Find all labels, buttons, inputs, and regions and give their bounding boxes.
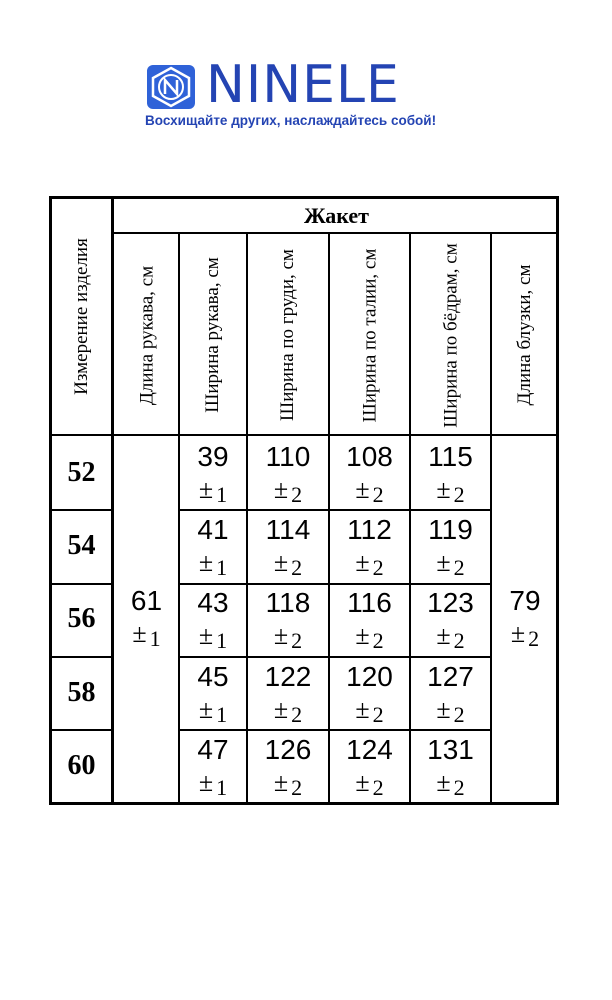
plus-minus-sign: ± [436, 621, 451, 651]
waist-width-tolerance [329, 694, 410, 727]
plus-minus-sign: ± [273, 621, 289, 651]
plus-minus-sign: ± [436, 767, 451, 797]
size-label: 58 [67, 676, 96, 708]
grid-line [111, 199, 114, 802]
tolerance-value: 2 [291, 774, 303, 800]
grid-line [179, 729, 491, 731]
tolerance-value: 2 [291, 554, 303, 580]
sleeve-width-tolerance [179, 474, 247, 507]
sleeve-width-tolerance [179, 767, 247, 800]
waist-width-tolerance [329, 767, 410, 800]
waist-width-value: 116 [347, 587, 392, 619]
waist-width-value: 124 [346, 733, 393, 765]
grid-line [179, 583, 491, 585]
plus-minus-sign: ± [355, 694, 370, 724]
plus-minus-sign: ± [436, 694, 451, 724]
sleeve-length-value: 61 [130, 585, 163, 616]
tolerance-value: 2 [372, 481, 384, 507]
sleeve-width-value: 47 [197, 733, 229, 765]
waist-width-tolerance [329, 547, 410, 580]
tolerance-value: 2 [453, 481, 465, 507]
plus-minus-sign: ± [436, 547, 451, 577]
tolerance-value: 1 [216, 481, 228, 507]
plus-minus-sign: ± [355, 767, 370, 797]
sleeve-width-value: 43 [197, 587, 229, 619]
plus-minus-sign: ± [198, 474, 214, 504]
tolerance-value: 1 [216, 628, 228, 654]
row-header-label: Измерение изделия [70, 238, 92, 395]
plus-minus-sign: ± [273, 694, 289, 724]
blouse-length-tolerance [491, 619, 559, 651]
sleeve-width-tolerance [179, 547, 247, 580]
chest-width-value: 122 [264, 660, 312, 692]
hip-width-value: 127 [427, 660, 474, 692]
tolerance-value: 2 [372, 554, 384, 580]
plus-minus-sign: ± [273, 547, 289, 577]
size-label: 60 [67, 749, 96, 781]
hip-width-value: 119 [428, 513, 473, 545]
header-waist-width: Ширина по талии, см [358, 248, 380, 422]
sleeve-width-value: 39 [197, 440, 229, 472]
tolerance-value: 2 [453, 628, 465, 654]
sleeve-width-tolerance [179, 694, 247, 727]
size-label: 56 [67, 603, 96, 635]
header-sleeve-length: Длина рукава, см [135, 265, 157, 405]
plus-minus-sign: ± [198, 694, 214, 724]
waist-width-value: 120 [346, 660, 393, 692]
brand-header [0, 55, 612, 135]
header-blouse-length: Длина блузки, см [514, 264, 535, 406]
sleeve-width-tolerance [179, 621, 247, 654]
chest-width-tolerance [247, 547, 329, 580]
plus-minus-sign: ± [198, 767, 214, 797]
tolerance-value: 2 [291, 628, 303, 654]
tolerance-value: 2 [453, 554, 465, 580]
waist-width-tolerance [329, 621, 410, 654]
waist-width-tolerance [329, 474, 410, 507]
plus-minus-sign: ± [355, 547, 370, 577]
plus-minus-sign: ± [355, 474, 370, 504]
hip-width-tolerance [410, 767, 491, 800]
tolerance-value: 2 [372, 628, 384, 654]
hip-width-tolerance [410, 694, 491, 727]
plus-minus-sign: ± [510, 619, 526, 648]
plus-minus-sign: ± [436, 474, 451, 504]
tolerance-value: 2 [372, 701, 384, 727]
header-hip-width: Ширина по бёдрам, см [439, 242, 461, 428]
ninele-logo-icon [147, 65, 195, 109]
tolerance-value: 1 [149, 626, 161, 651]
plus-minus-sign: ± [198, 547, 214, 577]
chest-width-value: 110 [265, 440, 311, 472]
chest-width-tolerance [247, 621, 329, 654]
waist-width-value: 112 [347, 513, 392, 545]
chest-width-value: 114 [265, 513, 311, 545]
size-table [49, 196, 559, 805]
sleeve-length-tolerance [114, 619, 179, 651]
hip-width-tolerance [410, 621, 491, 654]
brand-tagline: Восхищайте других, наслаждайтесь собой! [145, 113, 437, 128]
group-title: Жакет [304, 202, 369, 228]
size-label: 54 [67, 529, 96, 561]
plus-minus-sign: ± [273, 474, 289, 504]
tolerance-value: 1 [216, 701, 228, 727]
hip-width-tolerance [410, 547, 491, 580]
chest-width-tolerance [247, 474, 329, 507]
hip-width-tolerance [410, 474, 491, 507]
tolerance-value: 2 [453, 774, 465, 800]
plus-minus-sign: ± [198, 621, 214, 651]
tolerance-value: 2 [291, 701, 303, 727]
hip-width-value: 131 [427, 733, 474, 765]
hip-width-value: 123 [427, 587, 474, 619]
grid-line [179, 509, 491, 511]
chest-width-tolerance [247, 694, 329, 727]
chest-width-value: 126 [264, 733, 312, 765]
tolerance-value: 2 [372, 774, 384, 800]
size-label: 52 [67, 456, 96, 488]
plus-minus-sign: ± [355, 621, 370, 651]
plus-minus-sign: ± [273, 767, 289, 797]
sleeve-width-value: 41 [197, 513, 229, 545]
tolerance-value: 2 [528, 626, 540, 651]
chest-width-tolerance [247, 767, 329, 800]
grid-line [179, 656, 491, 658]
hip-width-value: 115 [428, 440, 473, 472]
blouse-length-value: 79 [509, 585, 541, 616]
brand-name: NINELE [206, 55, 400, 115]
tolerance-value: 1 [216, 554, 228, 580]
header-sleeve-width: Ширина рукава, см [202, 257, 223, 413]
grid-line [52, 434, 559, 436]
sleeve-width-value: 45 [197, 660, 229, 692]
plus-minus-sign: ± [132, 619, 147, 648]
tolerance-value: 2 [291, 481, 303, 507]
chest-width-value: 118 [265, 587, 311, 619]
tolerance-value: 1 [216, 774, 228, 800]
waist-width-value: 108 [346, 440, 393, 472]
tolerance-value: 2 [453, 701, 465, 727]
header-chest-width: Ширина по груди, см [277, 249, 298, 421]
